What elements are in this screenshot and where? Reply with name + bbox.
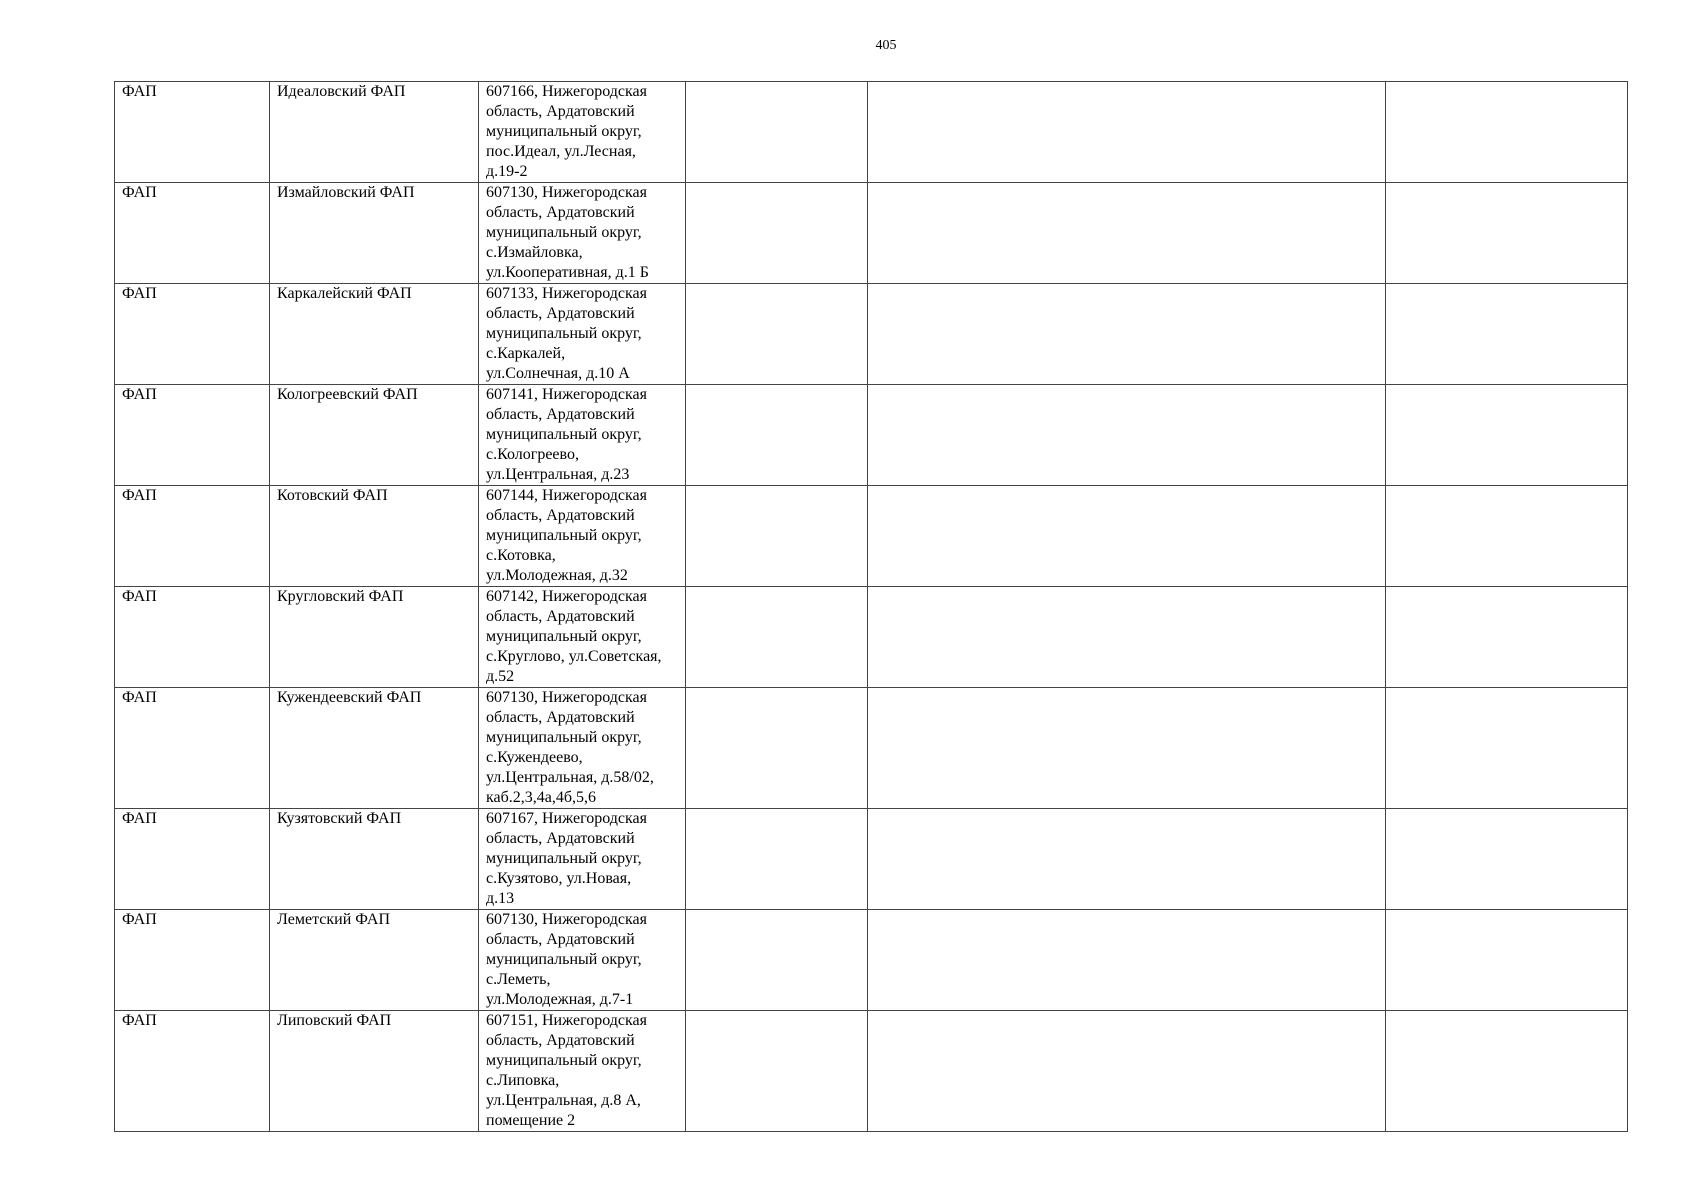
facility-address-cell: 607130, Нижегородская область, Ардатовский муниципальный округ, с.Кужендеево, ул.Центральная, д.58/02, каб.2,3,4а,4б,5,6 (479, 688, 686, 809)
facility-type-cell: ФАП (115, 1011, 270, 1132)
facility-name-cell: Котовский ФАП (270, 486, 479, 587)
table-body (115, 82, 1628, 1132)
facility-type-cell: ФАП (115, 284, 270, 385)
facility-name-cell: Идеаловский ФАП (270, 82, 479, 183)
empty-cell (1386, 688, 1628, 809)
facility-type-cell: ФАП (115, 385, 270, 486)
empty-cell (686, 587, 868, 688)
empty-cell (686, 688, 868, 809)
empty-cell (868, 82, 1386, 183)
empty-cell (868, 688, 1386, 809)
empty-cell (868, 385, 1386, 486)
facility-address-cell: 607130, Нижегородская область, Ардатовский муниципальный округ, с.Леметь, ул.Молодежная, д.7-1 (479, 910, 686, 1011)
facility-name-cell: Леметский ФАП (270, 910, 479, 1011)
empty-cell (686, 910, 868, 1011)
facility-address-cell: 607141, Нижегородская область, Ардатовский муниципальный округ, с.Кологреево, ул.Центральная, д.23 (479, 385, 686, 486)
table-row (115, 688, 1628, 809)
table-row (115, 385, 1628, 486)
empty-cell (1386, 183, 1628, 284)
facility-type-cell: ФАП (115, 809, 270, 910)
facility-name-cell: Измайловский ФАП (270, 183, 479, 284)
facilities-table (114, 81, 1628, 1132)
facility-name-cell: Каркалейский ФАП (270, 284, 479, 385)
facility-address-cell: 607133, Нижегородская область, Ардатовский муниципальный округ, с.Каркалей, ул.Солнечная, д.10 А (479, 284, 686, 385)
table-row (115, 809, 1628, 910)
table-row (115, 486, 1628, 587)
facility-type-cell: ФАП (115, 486, 270, 587)
facility-address-cell: 607166, Нижегородская область, Ардатовский муниципальный округ, пос.Идеал, ул.Лесная, д.19-2 (479, 82, 686, 183)
facility-type-cell: ФАП (115, 587, 270, 688)
page-number: 405 (875, 38, 897, 53)
facility-name-cell: Кузятовский ФАП (270, 809, 479, 910)
facility-name-cell: Кужендеевский ФАП (270, 688, 479, 809)
empty-cell (1386, 910, 1628, 1011)
table-row (115, 587, 1628, 688)
facility-name-cell: Кологреевский ФАП (270, 385, 479, 486)
table-row (115, 183, 1628, 284)
empty-cell (868, 910, 1386, 1011)
empty-cell (1386, 385, 1628, 486)
facility-name-cell: Кругловский ФАП (270, 587, 479, 688)
empty-cell (686, 809, 868, 910)
facility-type-cell: ФАП (115, 183, 270, 284)
facility-address-cell: 607142, Нижегородская область, Ардатовский муниципальный округ, с.Круглово, ул.Советская, д.52 (479, 587, 686, 688)
empty-cell (1386, 809, 1628, 910)
facility-address-cell: 607144, Нижегородская область, Ардатовский муниципальный округ, с.Котовка, ул.Молодежная, д.32 (479, 486, 686, 587)
empty-cell (1386, 82, 1628, 183)
empty-cell (868, 1011, 1386, 1132)
table-row (115, 284, 1628, 385)
facility-address-cell: 607167, Нижегородская область, Ардатовский муниципальный округ, с.Кузятово, ул.Новая, д.13 (479, 809, 686, 910)
empty-cell (868, 284, 1386, 385)
facility-address-cell: 607151, Нижегородская область, Ардатовский муниципальный округ, с.Липовка, ул.Центральная, д.8 А, помещение 2 (479, 1011, 686, 1132)
facility-type-cell: ФАП (115, 82, 270, 183)
empty-cell (868, 486, 1386, 587)
facility-name-cell: Липовский ФАП (270, 1011, 479, 1132)
empty-cell (868, 587, 1386, 688)
empty-cell (1386, 1011, 1628, 1132)
facility-address-cell: 607130, Нижегородская область, Ардатовский муниципальный округ, с.Измайловка, ул.Кооперативная, д.1 Б (479, 183, 686, 284)
empty-cell (1386, 587, 1628, 688)
empty-cell (868, 809, 1386, 910)
table-row (115, 82, 1628, 183)
empty-cell (868, 183, 1386, 284)
empty-cell (686, 486, 868, 587)
facility-type-cell: ФАП (115, 910, 270, 1011)
empty-cell (686, 1011, 868, 1132)
facility-type-cell: ФАП (115, 688, 270, 809)
empty-cell (686, 385, 868, 486)
empty-cell (1386, 486, 1628, 587)
empty-cell (686, 82, 868, 183)
table-row (115, 910, 1628, 1011)
empty-cell (686, 284, 868, 385)
table-row (115, 1011, 1628, 1132)
empty-cell (1386, 284, 1628, 385)
empty-cell (686, 183, 868, 284)
